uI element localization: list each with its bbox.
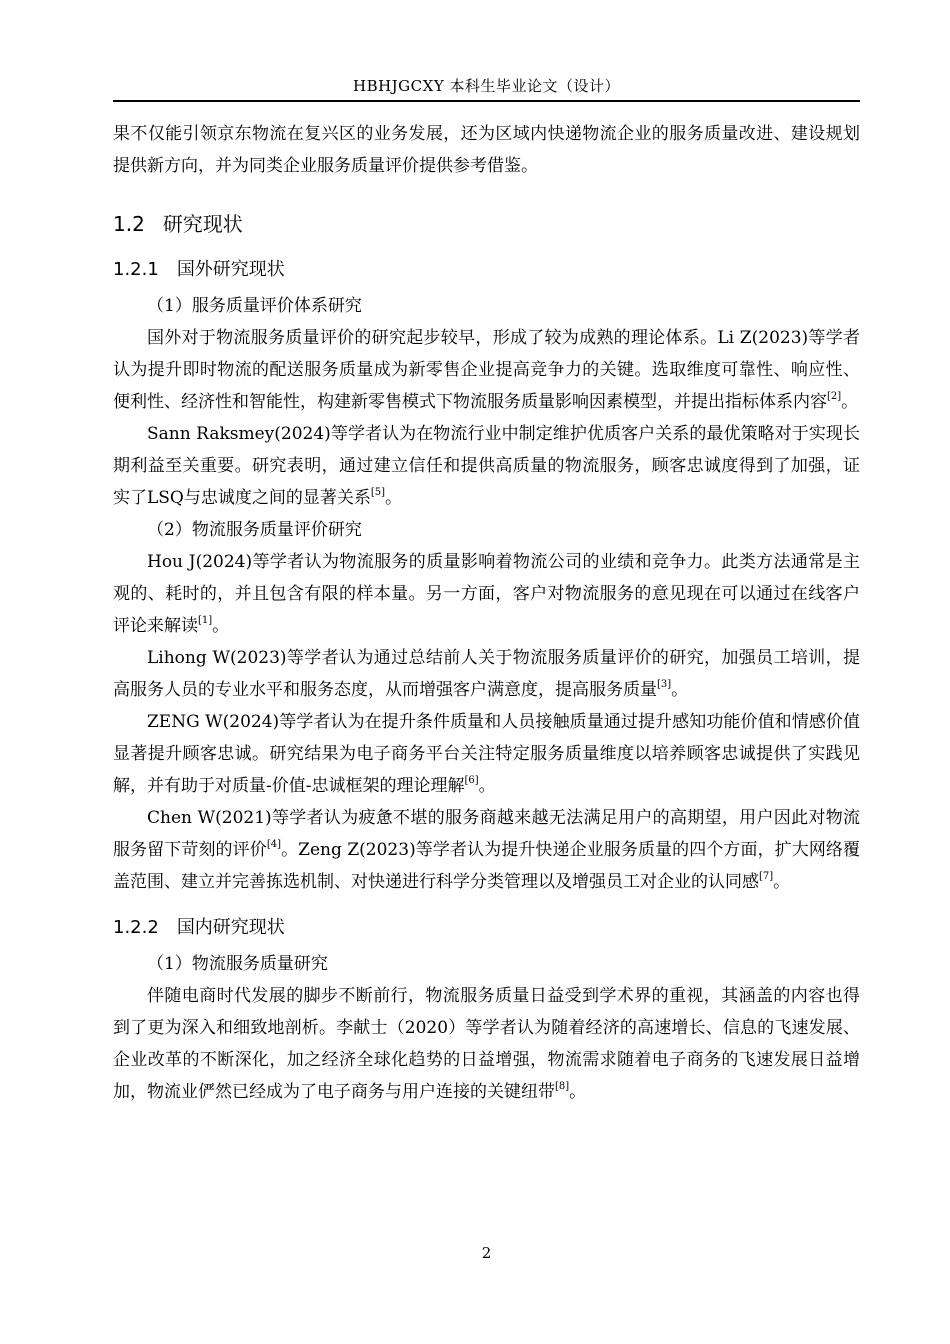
subsection-number: 1.2.2 bbox=[113, 917, 159, 938]
punctuation: 。 bbox=[671, 680, 689, 700]
paragraph bbox=[113, 706, 860, 802]
citation: [6] bbox=[464, 775, 479, 786]
punctuation: 。 bbox=[773, 872, 791, 892]
item-heading: （1）物流服务质量研究 bbox=[147, 954, 328, 974]
paragraph-text: 。Zeng Z(2023)等学者认为提升快递企业服务质量的四个方面，扩大网络覆盖范围、建立并完善拣选机制、对快递进行科学分类管理以及增强员工对企业的认同感 bbox=[113, 840, 861, 892]
running-header: HBHJGCXY 本科生毕业论文（设计） bbox=[352, 77, 620, 95]
citation: [8] bbox=[555, 1081, 570, 1092]
subsection-title: 国外研究现状 bbox=[176, 259, 285, 280]
item-heading: （2）物流服务质量评价研究 bbox=[147, 520, 362, 540]
punctuation: 。 bbox=[478, 776, 496, 796]
paragraph-text: 伴随电商时代发展的脚步不断前行，物流服务质量日益受到学术界的重视，其涵盖的内容也得到了更为深入和细致地剖析。李献士（2020）等学者认为随着经济的高速增长、信息的飞速发展、企业改革的不断深化，加之经济全球化趋势的日益增强，物流需求随着电子商务的飞速发展日益增加，物流业俨然已经成为了电子商务与用户连接的关键纽带 bbox=[113, 986, 860, 1102]
paragraph-text: Hou J(2024)等学者认为物流服务的质量影响着物流公司的业绩和竞争力。此类方法通常是主观的、耗时的，并且包含有限的样本量。另一方面，客户对物流服务的意见现在可以通过在线客户评论来解读 bbox=[113, 552, 860, 636]
subsection-heading-1-2-2 bbox=[113, 912, 860, 944]
paragraph-text: 果不仅能引领京东物流在复兴区的业务发展，还为区域内快递物流企业的服务质量改进、建设规划提供新方向，并为同类企业服务质量评价提供参考借鉴。 bbox=[113, 124, 860, 176]
citation: [1] bbox=[198, 615, 213, 626]
section-heading-1-2 bbox=[113, 208, 860, 240]
citation: [3] bbox=[657, 679, 672, 690]
paragraph bbox=[113, 802, 860, 898]
subsection-title: 国内研究现状 bbox=[176, 917, 285, 938]
paragraph-text: 国外对于物流服务质量评价的研究起步较早，形成了较为成熟的理论体系。Li Z(2023)等学者认为提升即时物流的配送服务质量成为新零售企业提高竞争力的关键。选取维度可靠性、响应性、便利性、经济性和智能性，构建新零售模式下物流服务质量影响因素模型，并提出指标体系内容 bbox=[113, 328, 860, 412]
paragraph bbox=[113, 322, 860, 418]
punctuation: 。 bbox=[841, 392, 859, 412]
punctuation: 。 bbox=[385, 488, 403, 508]
paragraph-text: Chen W(2021)等学者认为疲惫不堪的服务商越来越无法满足用户的高期望，用户因此对物流服务留下苛刻的评价 bbox=[113, 808, 860, 860]
paragraph-text: ZENG W(2024)等学者认为在提升条件质量和人员接触质量通过提升感知功能价值和情感价值显著提升顾客忠诚。研究结果为电子商务平台关注特定服务质量维度以培养顾客忠诚提供了实践见解，并有助于对质量-价值-忠诚框架的理论理解 bbox=[113, 712, 860, 796]
citation: [2] bbox=[827, 391, 842, 402]
punctuation: 。 bbox=[569, 1082, 587, 1102]
paragraph bbox=[113, 980, 860, 1108]
punctuation: 。 bbox=[212, 616, 230, 636]
section-number: 1.2 bbox=[113, 212, 145, 236]
paragraph bbox=[113, 642, 860, 706]
subsection-number: 1.2.1 bbox=[113, 259, 159, 280]
subsection-heading-1-2-1 bbox=[113, 254, 860, 286]
paragraph bbox=[113, 546, 860, 642]
citation: [4] bbox=[266, 839, 281, 850]
section-title: 研究现状 bbox=[162, 212, 243, 236]
paragraph-text: Sann Raksmey(2024)等学者认为在物流行业中制定维护优质客户关系的最优策略对于实现长期利益至关重要。研究表明，通过建立信任和提供高质量的物流服务，顾客忠诚度得到了加强，证实了LSQ与忠诚度之间的显著关系 bbox=[113, 424, 860, 508]
item-heading: （1）服务质量评价体系研究 bbox=[147, 296, 362, 316]
body-text bbox=[113, 118, 860, 1108]
paragraph-text: Lihong W(2023)等学者认为通过总结前人关于物流服务质量评价的研究，加强员工培训，提高服务人员的专业水平和服务态度，从而增强客户满意度，提高服务质量 bbox=[113, 648, 860, 700]
paragraph-continuation bbox=[113, 118, 860, 182]
citation: [5] bbox=[370, 487, 386, 498]
citation: [7] bbox=[759, 871, 774, 882]
header-rule bbox=[113, 100, 860, 102]
page-number: 2 bbox=[481, 1244, 492, 1262]
paragraph bbox=[113, 418, 860, 514]
